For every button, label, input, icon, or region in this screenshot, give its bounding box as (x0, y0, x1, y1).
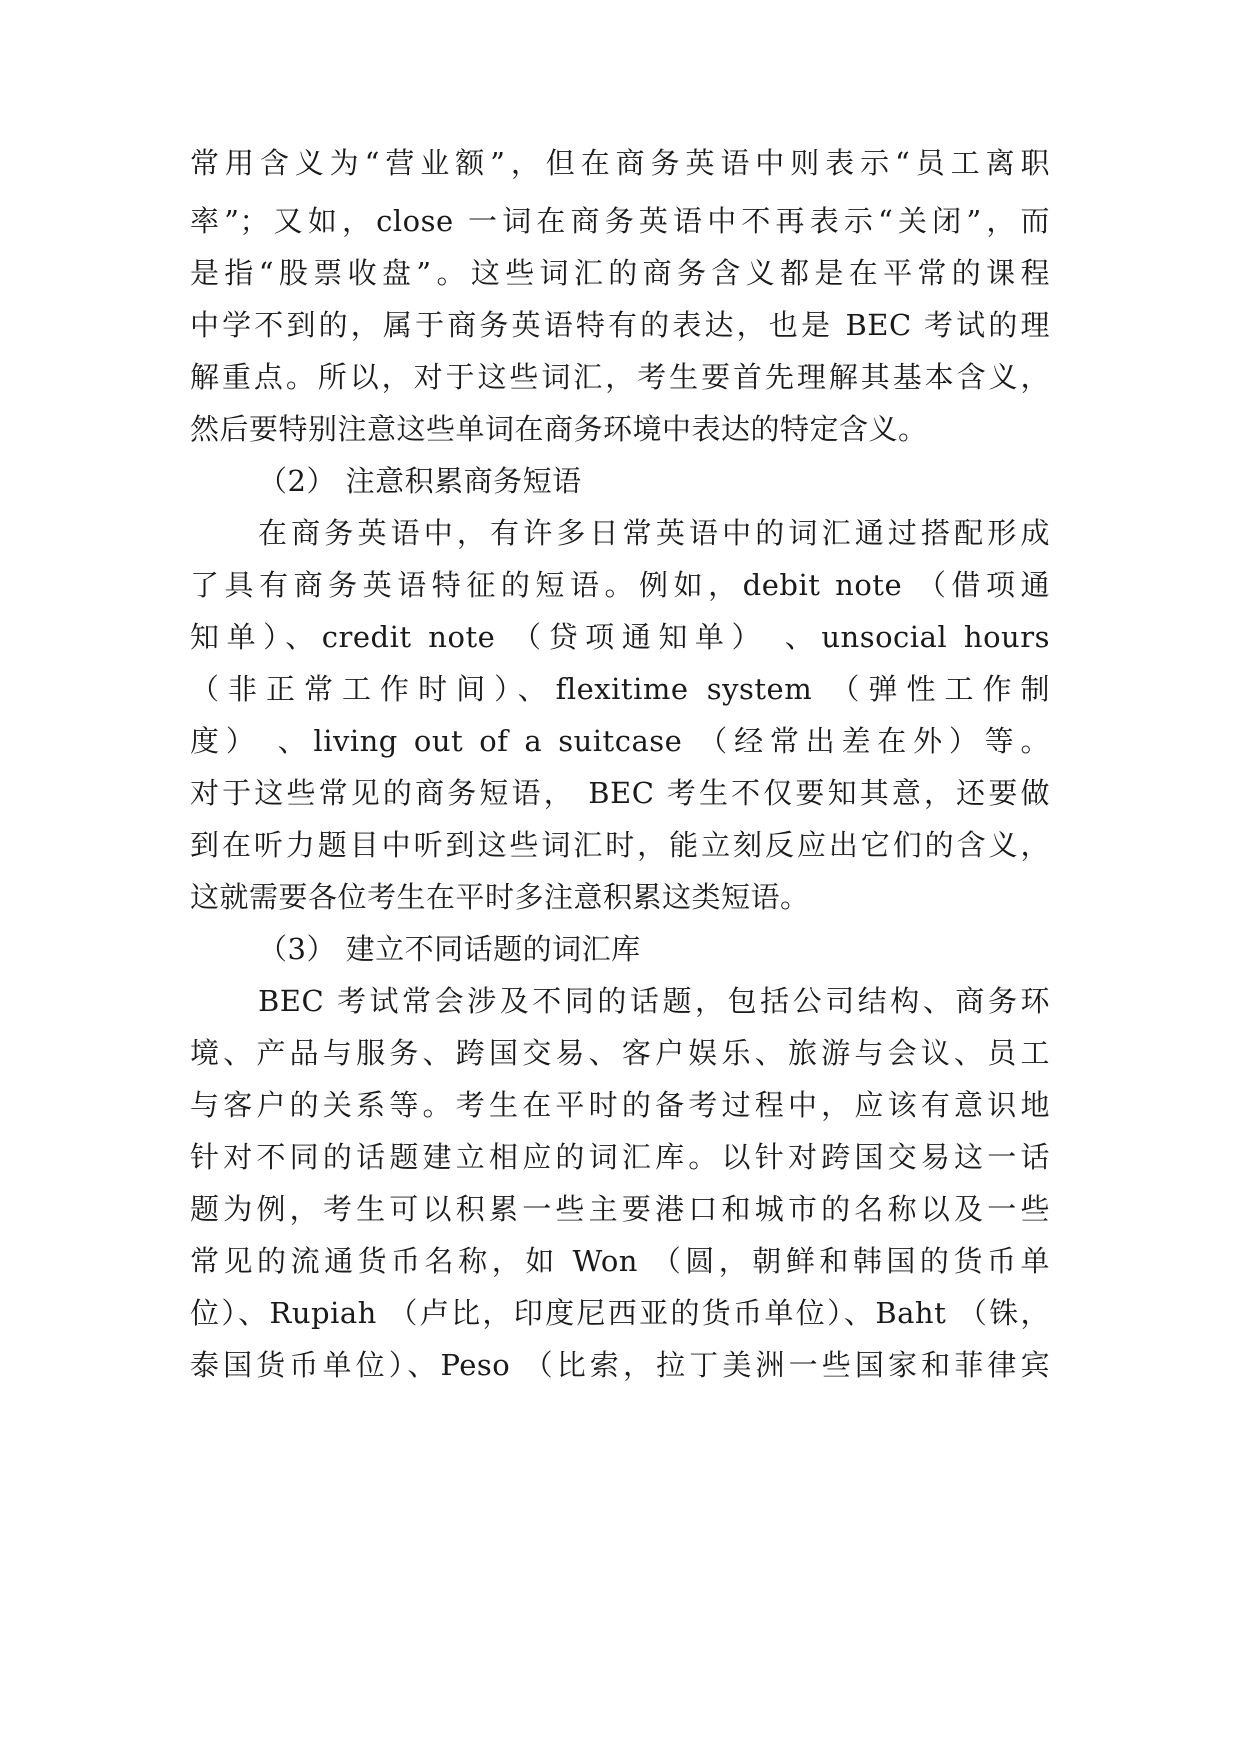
text-line: 针对不同的话题建立相应的词汇库。以针对跨国交易这一话 (190, 1140, 1050, 1174)
text-line: 对于这些常见的商务短语， BEC 考生不仅要知其意，还要做 (190, 776, 1050, 810)
text-line: 与客户的关系等。考生在平时的备考过程中，应该有意识地 (190, 1088, 1050, 1122)
text-line: 常见的流通货币名称，如 Won （圆，朝鲜和韩国的货币单 (190, 1244, 1050, 1278)
text-line: 常用含义为“营业额”，但在商务英语中则表示“员工离职 (190, 146, 1050, 180)
text-line: 率”；又如，close 一词在商务英语中不再表示“关闭”，而 (190, 204, 1050, 238)
text-line: 知单）、credit note （贷项通知单） 、unsocial hours (190, 620, 1050, 654)
text-line: 境、产品与服务、跨国交易、客户娱乐、旅游与会议、员工 (190, 1036, 1050, 1070)
text-line: 到在听力题目中听到这些词汇时，能立刻反应出它们的含义， (190, 828, 1050, 862)
text-line: BEC 考试常会涉及不同的话题，包括公司结构、商务环 (258, 984, 1050, 1018)
text-line: 度） 、living out of a suitcase （经常出差在外）等。 (190, 724, 1050, 758)
text-line: 然后要特别注意这些单词在商务环境中表达的特定含义。 (190, 412, 928, 446)
text-line: 解重点。所以，对于这些词汇，考生要首先理解其基本含义， (190, 360, 1050, 394)
text-line: 泰国货币单位）、Peso （比索，拉丁美洲一些国家和菲律宾 (190, 1348, 1050, 1382)
text-line: （非正常工作时间）、flexitime system （弹性工作制 (190, 672, 1050, 706)
text-line: 位）、Rupiah （卢比，印度尼西亚的货币单位）、Baht （铢， (190, 1296, 1050, 1330)
text-line: 是指“股票收盘”。这些词汇的商务含义都是在平常的课程 (190, 256, 1050, 290)
text-line: 在商务英语中，有许多日常英语中的词汇通过搭配形成 (258, 516, 1050, 550)
section-heading: （2） 注意积累商务短语 (258, 464, 582, 498)
section-heading: （3） 建立不同话题的词汇库 (258, 932, 641, 966)
text-line: 题为例，考生可以积累一些主要港口和城市的名称以及一些 (190, 1192, 1050, 1226)
text-line: 这就需要各位考生在平时多注意积累这类短语。 (190, 880, 810, 914)
text-line: 了具有商务英语特征的短语。例如，debit note （借项通 (190, 568, 1050, 602)
text-line: 中学不到的，属于商务英语特有的表达，也是 BEC 考试的理 (190, 308, 1050, 342)
